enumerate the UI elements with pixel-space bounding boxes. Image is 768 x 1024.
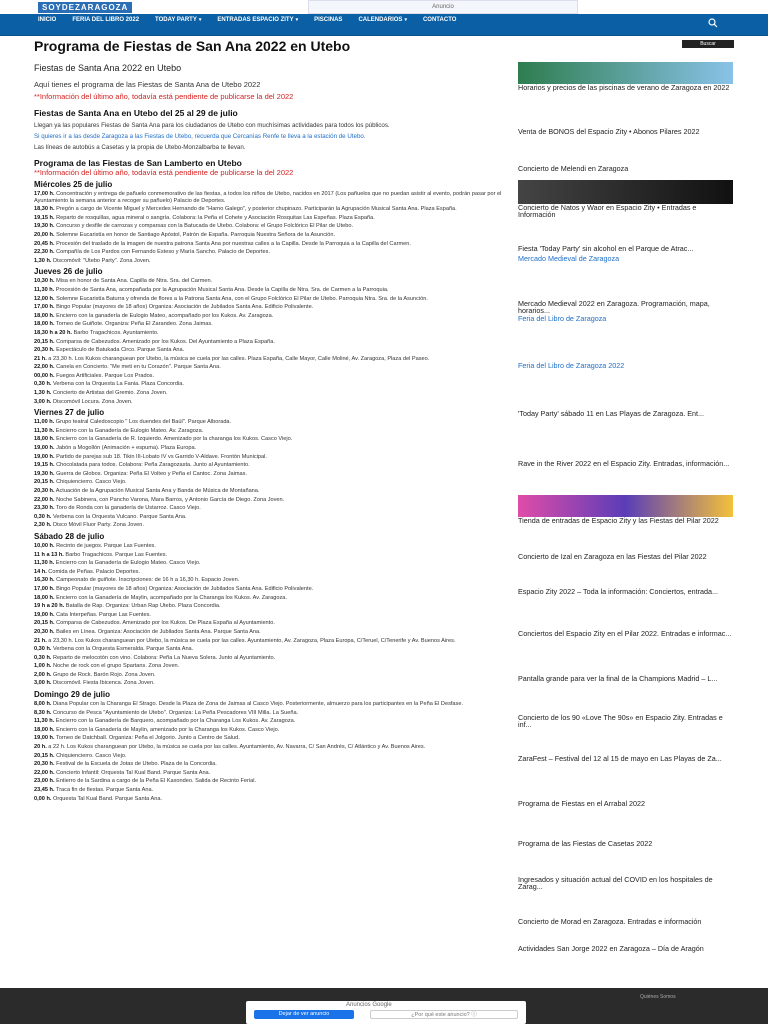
sidebar-post[interactable] <box>518 62 733 91</box>
nav-item-contacto[interactable] <box>415 14 464 25</box>
post-title[interactable]: Programa de Fiestas en el Arrabal 2022 <box>518 799 646 808</box>
sidebar-post[interactable] <box>518 876 733 890</box>
post-title[interactable]: Tienda de entradas de Espacio Zity y las Fiestas del Pilar 2022 <box>518 516 719 525</box>
post-title[interactable]: Horarios y precios de las piscinas de verano de Zaragoza en 2022 <box>518 83 730 92</box>
nav-item-label: PISCINAS <box>314 17 343 23</box>
program-event: 19,00 h. Torneo de Datchball. Organiza: Peña el Jolgorio. Junto a Centro de Salud. <box>34 735 240 742</box>
post-title[interactable]: Rave in the River 2022 en el Espacio Zity. Entradas, información... <box>518 459 730 468</box>
post-title[interactable]: Conciertos del Espacio Zity en el Pilar 2022. Entradas e informac... <box>518 629 732 638</box>
sidebar-post[interactable] <box>518 128 733 135</box>
page-title: Programa de Fiestas de San Ana 2022 en Utebo <box>34 38 351 54</box>
program-event: 19,00 h. Partido de parejas sub 18. Tikin III-Lobato IV vs Garrido V-Aldave. Frontón Municipal. <box>34 453 267 460</box>
sidebar-post[interactable] <box>518 630 733 637</box>
program-event: 18,00 h. Encierro con la Ganadería de Maylin, acompañado por la Charanga los Kukos. Av. Zaragoza. <box>34 594 287 601</box>
sidebar-post[interactable] <box>518 410 733 417</box>
nav-item-inicio[interactable] <box>30 14 64 25</box>
program-event: 19,30 h. Guerra de Globos. Organiza: Peña El Volteo y Peña el Cantoc. Zona Jaimas. <box>34 470 247 477</box>
sidebar-post[interactable] <box>518 362 733 369</box>
chevron-down-icon: ▾ <box>295 17 299 23</box>
program-event: 16,30 h. Campeonato de guiñote. Inscripciones: de 16 h a 16,30 h. Espacio Joven. <box>34 577 240 584</box>
program-event: 17,00 h. Concentración y entrega de pañuelo conmemorativo de las fiestas, a todos los niños de Utebo, nacidos en 2017 (Los pañuelos que no puedan asistir al evento, podrán pasar por el Ayuntamiento la semana anterior a recoger su pañuelo) Palacio de Deportes. <box>34 191 502 204</box>
article-subtitle: Fiestas de Santa Ana 2022 en Utebo <box>34 63 182 73</box>
program-event: 20,45 h. Procesión del traslado de la imagen de nuestra patrona Santa Ana por nuestras calles a la Capilla. Desde la Parroquia a la Capilla del Carmen. <box>34 240 411 247</box>
nav-item-label: INICIO <box>38 17 57 23</box>
program-event: 23,30 h. Toro de Ronda con la ganadería de Ustarroz. Casco Viejo. <box>34 505 201 512</box>
nav-item-label: CALENDARIOS <box>358 17 403 23</box>
sidebar-post[interactable] <box>518 675 733 682</box>
post-title[interactable]: Ingresados y situación actual del COVID en los hospitales de Zarag... <box>518 875 713 891</box>
intro-text: Aquí tienes el programa de las Fiestas de Santa Ana de Utebo 2022 <box>34 80 261 89</box>
program-event: 1,00 h. Noche de rock con el grupo Spartans. Zona Joven. <box>34 663 180 670</box>
program-event: 18,30 h. Pregón a cargo de Vicente Miguel y Mercedes Hernando de "Harno Galego", y posterior chupinazo. Participarán la Agrupación Musical Santa Ana. Plaza España. <box>34 206 457 213</box>
program-event: 17,00 h. Bingo Popular (mayores de 18 años) Organiza: Asociación de Jubilados Santa Ana. Edificio Polivalente. <box>34 585 314 592</box>
program-event: 19 h a 20 h. Batalla de Rap. Organiza: Urban Rap Utebo. Plaza Concordia. <box>34 603 221 610</box>
program-event: 20,15 h. Chiquiencierro. Casco Viejo. <box>34 479 127 486</box>
program-event: 21 h. a 23,30 h. Los Kukos charanguean por Utebo, la música se cuela por las calles. Plaza España, Calle Mayor, Calle Moliné, Av. Zaragoza, Plaza del Paseo. <box>34 355 430 362</box>
program-event: 0,30 h. Verbena con la Orquesta Esmeralda. Parque Santa Ana. <box>34 646 194 653</box>
nav-item-feria-del-libro-2022[interactable] <box>64 14 147 25</box>
program-event: 19,15 h. Chocolatada para todos. Colabora: Peña Zaragozasta. Junto al Ayuntamiento. <box>34 462 250 469</box>
program-event: 19,15 h. Reparto de rosquillas, agua mineral o sangría. Colabora: la Peña el Cohete y Asociación Rosquitas Las Espeñas. Plaza España. <box>34 214 375 221</box>
nav-item-today-party[interactable] <box>147 14 209 25</box>
bottom-ad <box>246 1001 526 1024</box>
post-title[interactable]: Espacio Zity 2022 – Toda la información: Conciertos, entrada... <box>518 587 719 596</box>
post-thumbnail[interactable] <box>518 62 733 84</box>
program-event: 10,00 h. Recinto de juegos. Parque Las Fuentes. <box>34 542 156 549</box>
post-thumbnail[interactable] <box>518 495 733 517</box>
nav-item-label: TODAY PARTY <box>155 17 197 23</box>
program-event: 18,00 h. Torneo de Guiñote. Organiza: Peña El Zarandeo. Zona Jaimas. <box>34 321 213 328</box>
post-title[interactable]: Feria del Libro de Zaragoza 2022 <box>518 361 625 370</box>
ad-label: Anuncios Google <box>346 1002 392 1008</box>
nav-item-label: ENTRADAS ESPACIO ZITY <box>217 17 294 23</box>
sidebar-post[interactable] <box>518 588 733 595</box>
sidebar-post[interactable] <box>518 553 733 560</box>
sidebar-post[interactable] <box>518 245 733 252</box>
program-event: 18,30 h a 20 h. Barbo Tragachicos. Ayuntamiento. <box>34 329 159 336</box>
program-event: 19,00 h. Cata Interpeñas. Parque Las Fuentes. <box>34 611 151 618</box>
program-heading: Programa de las Fiestas de San Lamberto en Utebo <box>34 158 242 168</box>
program-event: 3,00 h. Discomóvil. Fiesta Ibicenca. Zona Joven. <box>34 680 155 687</box>
day-heading: Sábado 28 de julio <box>34 531 105 541</box>
chevron-down-icon: ▾ <box>198 17 202 23</box>
sidebar-post[interactable] <box>518 255 733 262</box>
program-event: 17,00 h. Bingo Popular (mayores de 18 años) Organiza: Asociación de Jubilados Santa Ana. Edificio Polivalente. <box>34 304 314 311</box>
program-event: 0,00 h. Orquesta Tal Kual Band. Parque Santa Ana. <box>34 795 163 802</box>
program-event: 20,30 h. Festival de la Escuela de Jotas de Utebo. Plaza de la Concordia. <box>34 761 217 768</box>
footer-link[interactable]: Quiénes Somos <box>640 994 676 1000</box>
program-event: 20,30 h. Espectáculo de Batukada Circo. Parque Santa Ana. <box>34 347 185 354</box>
post-title[interactable]: Concierto de Natos y Waor en Espacio Zity • Entradas e Información <box>518 203 697 219</box>
post-title[interactable]: Actividades San Jorge 2022 en Zaragoza – Día de Aragón <box>518 944 704 953</box>
program-event: 22,30 h. Compañía de Los Pardos con Fernando Esteso y María Sancho. Palacio de Deportes. <box>34 249 271 256</box>
day-heading: Viernes 27 de julio <box>34 408 105 418</box>
sidebar-post[interactable] <box>518 460 733 467</box>
program-event: 18,00 h. Encierro con la Ganadería de Maylin, amenizado por la Charanga los Kukos. Casco Viejo. <box>34 726 280 733</box>
program-event: 11,30 h. Encierro con la Ganadería de Eulogio Mateo. Av. Zaragoza. <box>34 427 204 434</box>
post-thumbnail[interactable] <box>518 180 733 204</box>
search-icon[interactable] <box>708 18 718 28</box>
section-paragraph: Llegan ya las populares Fiestas de Santa Ana para los ciudadanos de Utebo con muchísimas actividades para todos los públicos. <box>34 122 390 129</box>
post-title[interactable]: Concierto de Izal en Zaragoza en las Fiestas del Pilar 2022 <box>518 552 707 561</box>
main-navigation <box>0 14 768 36</box>
program-event: 20,30 h. Bailes en Línea. Organiza: Asociación de Jubilados Santa Ana. Parque Santa Ana. <box>34 628 261 635</box>
program-event: 0,30 h. Verbena con la Orquesta Vulcano. Parque Santa Ana. <box>34 513 187 520</box>
day-heading: Domingo 29 de julio <box>34 690 111 700</box>
sidebar-post[interactable] <box>518 755 733 762</box>
post-title[interactable]: Mercado Medieval 2022 en Zaragoza. Programación, mapa, horarios... <box>518 299 710 315</box>
cercanias-link[interactable]: Si quieres ir a las desde Zaragoza a las Fiestas de Utebo, recuerda que Cercanías Renfe te lleva a la estación de Utebo. <box>34 133 366 140</box>
sidebar-post[interactable] <box>518 315 733 322</box>
program-event: 1,30 h. Discomóvil: "Utebo Party". Zona Joven. <box>34 257 151 264</box>
sidebar-post[interactable] <box>518 918 733 925</box>
program-event: 10,30 h. Misa en honor de Santa Ana. Capilla de Ntra. Sra. del Carmen. <box>34 278 213 285</box>
program-event: 2,00 h. Grupo de Rock. Barón Rojo. Zona Joven. <box>34 671 156 678</box>
sidebar-post[interactable] <box>518 840 733 847</box>
sidebar-post[interactable] <box>518 495 733 524</box>
post-title[interactable]: Feria del Libro de Zaragoza <box>518 314 607 323</box>
program-event: 2,30 h. Disco Móvil Fluor Party. Zona Joven. <box>34 522 144 529</box>
day-heading: Miércoles 25 de julio <box>34 180 113 189</box>
program-event: 20,30 h. Actuación de la Agrupación Musical Santa Ana y Banda de Música de Montañana. <box>34 488 260 494</box>
search-button[interactable]: Buscar <box>682 40 734 48</box>
program-event: 11,30 h. Procesión de Santa Ana, acompañada por la Agrupación Musical Santa Ana. Desde la Capilla de Ntra. Sra. de Carmen a la Parroquia. <box>34 286 389 293</box>
program-event: 20,15 h. Comparsa de Cabezudos. Amenizado por los Kukos. De Plaza España al Ayuntamiento. <box>34 620 275 627</box>
program-event: 0,30 h. Verbena con la Orquesta La Fania. Plaza Concordia. <box>34 381 184 388</box>
post-title[interactable]: ZaraFest – Festival del 12 al 15 de mayo en Las Playas de Za... <box>518 754 722 763</box>
program-event: 11 h a 13 h. Barbo Tragachicos. Parque Las Fuentes. <box>34 551 168 558</box>
bus-paragraph: Las líneas de autobús a Casetas y la propia de Utebo-Monzalbarba te llevan. <box>34 144 246 151</box>
nav-item-label: CONTACTO <box>422 17 457 23</box>
post-title[interactable]: Concierto de Melendi en Zaragoza <box>518 164 629 173</box>
sidebar-post[interactable] <box>518 300 733 314</box>
program-event: 8,00 h. Diana Popular con la Charanga El Strago. Desde la Plaza de Zona de Jaimas al Casco Viejo. Posteriormente, almuerzo para los participantes en la Peña El Desfase. <box>34 701 463 708</box>
program-event: 19,00 h. Jabón a Mogollón (Animación + espuma). Plaza Europa. <box>34 445 197 452</box>
program-event: 1,30 h. Concierto de Artistas del Gremio. Zona Joven. <box>34 390 168 397</box>
post-title[interactable]: 'Today Party' sábado 11 en Las Playas de Zaragoza. Ent... <box>518 409 705 418</box>
program-event: 21 h. a 23,30 h. Los Kukos charanguean por Utebo, la música se cuela por las calles. Ayuntamiento, Av. Zaragoza, Plaza Europa, C/Teruel, C/Tenerife y Av. Buenos Aires. <box>34 637 456 644</box>
program-event: 22,00 h. Canela en Concierto. "Me meti en tu Corazón". Parque Santa Ana. <box>34 364 221 371</box>
sidebar-post[interactable] <box>518 180 733 218</box>
sidebar-post[interactable] <box>518 165 733 172</box>
program-event: 22,00 h. Concierto Infantil: Orquesta Tal Kual Band. Parque Santa Ana. <box>34 769 211 776</box>
stop-ad-button[interactable]: Dejar de ver anuncio <box>254 1010 354 1019</box>
program-event: 12,00 h. Solemne Eucaristía Baturra y ofrenda de flores a la Patrona Santa Ana, con el Grupo Folclórico El Pilar de Utebo. Parroquia Ntra. Sra. de la Asunción. <box>34 295 428 302</box>
post-title[interactable]: Pantalla grande para ver la final de la Champions Madrid – L... <box>518 674 718 683</box>
program-event: 20,15 h. Chiquiencierro. Casco Viejo. <box>34 752 127 759</box>
chevron-down-icon: ▾ <box>404 17 407 23</box>
nav-item-label: FERIA DEL LIBRO 2022 <box>72 17 140 23</box>
program-event: 22,00 h. Noche Sabinera, con Pancho Varona, Mara Barros, y Antonio García de Diego. Zona Joven. <box>34 496 285 503</box>
site-logo[interactable]: SOYDEZARAGOZA <box>38 2 132 13</box>
program-event: 00,00 h. Fuegos Artificiales. Parque Los Prados. <box>34 372 155 379</box>
day-heading: Jueves 26 de julio <box>34 267 103 277</box>
nav-item-calendarios[interactable] <box>350 14 415 25</box>
program-event: 11,30 h. Encierro con la Ganadería de Barquero, acompañado por la Charanga Los Kukos. Av. Zaragoza. <box>34 718 296 725</box>
post-title[interactable]: Concierto de Morad en Zaragoza. Entradas e información <box>518 917 702 926</box>
program-event: 20 h. a 22 h. Los Kukos charanguean por Utebo, la música se cuela por las calles. Ayuntamiento, Av. Navarra, C/ San Andrés, C/ Atlántico y Av. Buenos Aires. <box>34 744 426 751</box>
why-ad-button[interactable]: ¿Por qué este anuncio? ⓘ <box>370 1010 518 1019</box>
post-title[interactable]: Programa de las Fiestas de Casetas 2022 <box>518 839 653 848</box>
program-event: 19,30 h. Concurso y desfile de carrozas y comparsas con la Batucada de Utebo. Colabora: el Grupo Folclórico El Pilar de Utebo. <box>34 223 354 230</box>
post-title[interactable]: Concierto de los 90 «Love The 90s» en Espacio Zity. Entradas e inf... <box>518 713 723 729</box>
program-event: 20,00 h. Solemne Eucaristía en honor de Santiago Apóstol, Patrón de España. Parroquia Nuestra Señora de la Asunción. <box>34 231 336 238</box>
top-ad-banner[interactable]: Anuncio <box>308 0 578 14</box>
program-event: 0,30 h. Reparto de melocotón con vino. Colabora: Peña La Nueva Solera. Junto al Ayuntamiento. <box>34 654 276 661</box>
program-event: 8,30 h. Concurso de Pesca "Ayuntamiento de Utebo". Organiza: La Peña Pescadores VIII Milla. La Sueña. <box>34 709 299 716</box>
program-event: 11,00 h. Grupo teatral Caledoscopio " Los duendes del Baúl". Parque Alborada. <box>34 419 232 426</box>
program-event: 11,30 h. Encierro con la Ganadería de Eulogio Mateo. Casco Viejo. <box>34 560 201 567</box>
program-event: 18,00 h. Encierro con la Ganadería de R. Izquierdo. Amenizado por la charanga los Kukos. Casco Viejo. <box>34 436 293 443</box>
post-title[interactable]: Venta de BONOS del Espacio Zity • Abonos Pilares 2022 <box>518 127 700 136</box>
post-title[interactable]: Mercado Medieval de Zaragoza <box>518 254 620 263</box>
nav-item-piscinas[interactable] <box>306 14 350 25</box>
program-event: 23,00 h. Entierro de la Sardina a cargo de la Peña El Kaxondeo. Salida de Recinto Ferial. <box>34 778 257 785</box>
program-event: 23,45 h. Traca fin de fiestas. Parque Santa Ana. <box>34 787 154 793</box>
program-event: 14 h. Comida de Peñas. Palacio Deportes. <box>34 568 141 575</box>
sidebar-post[interactable] <box>518 714 733 728</box>
program-event: 18,00 h. Encierro con la ganadería de Eulogio Mateo, acompañado por los Kukos. Av. Zaragoza. <box>34 312 274 319</box>
nav-item-entradas-espacio-zity[interactable] <box>209 14 306 25</box>
sidebar-post[interactable] <box>518 800 733 807</box>
sidebar-post[interactable] <box>518 945 733 952</box>
program-days <box>34 180 504 802</box>
post-title[interactable]: Fiesta 'Today Party' sin alcohol en el Parque de Atrac... <box>518 244 694 253</box>
notice-text: **Información del último año, todavía está pendiente de publicarse la del 2022 <box>34 92 294 101</box>
section-heading: Fiestas de Santa Ana en Utebo del 25 al 29 de julio <box>34 108 238 118</box>
program-event: 3,00 h. Discomóvil Locura. Zona Joven. <box>34 398 133 405</box>
program-event: 20,15 h. Comparsa de Cabezudos. Amenizado por los Kukos. Del Ayuntamiento a Plaza España. <box>34 338 275 345</box>
article-content <box>34 40 504 802</box>
notice-text-2: **Información del último año, todavía está pendiente de publicarse la del 2022 <box>34 168 294 177</box>
top-bar <box>0 0 768 14</box>
